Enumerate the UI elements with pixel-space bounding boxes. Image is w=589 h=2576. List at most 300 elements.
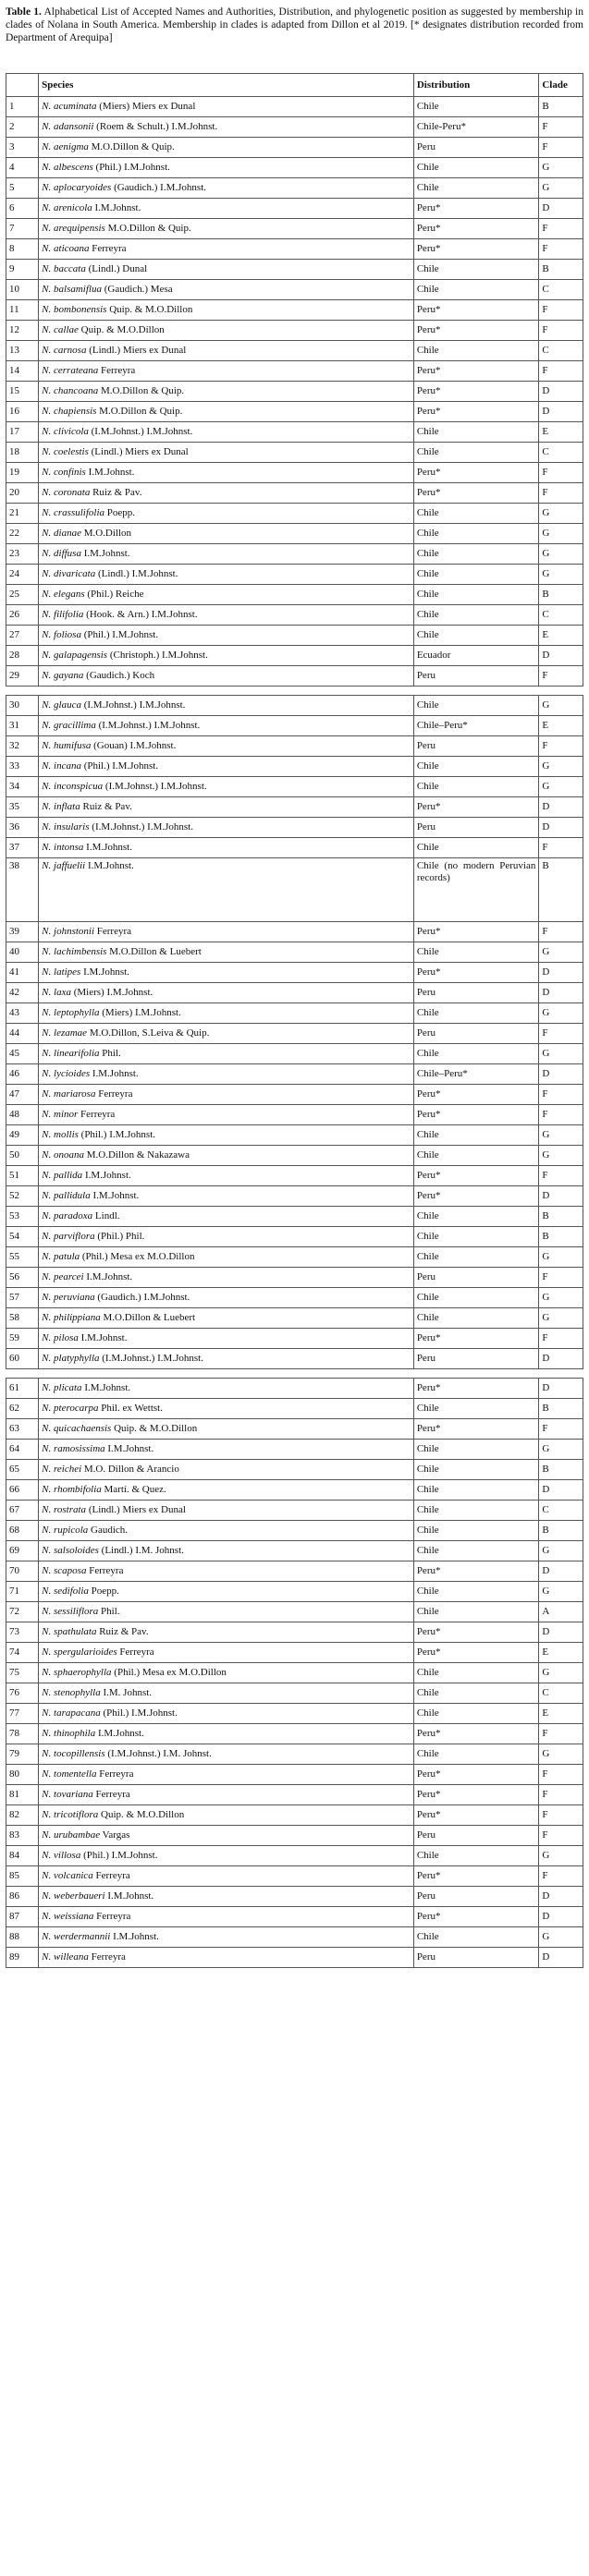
species-name: N. tarapacana [42, 1707, 101, 1719]
table-row [6, 777, 583, 797]
row-number: 35 [6, 797, 39, 818]
species-authority: Ruiz & Pav. [90, 487, 142, 498]
species-cell [39, 422, 414, 443]
clade-cell: F [539, 1805, 583, 1826]
clade-cell: D [539, 1349, 583, 1369]
species-authority: Ferreyra [94, 926, 132, 937]
table-row [6, 818, 583, 838]
species-name: N. onoana [42, 1149, 85, 1160]
clade-cell: F [539, 1024, 583, 1044]
distribution-cell: Chile-Peru* [413, 117, 539, 138]
table-row [6, 942, 583, 963]
distribution-cell: Peru* [413, 1329, 539, 1349]
species-name: N. pallidula [42, 1190, 91, 1201]
table-row [6, 1663, 583, 1683]
table-row [6, 1805, 583, 1826]
table-row [6, 605, 583, 626]
clade-cell: F [539, 300, 583, 321]
species-cell [39, 1541, 414, 1561]
distribution-cell: Peru* [413, 361, 539, 382]
table-row [6, 199, 583, 219]
clade-cell: F [539, 838, 583, 858]
species-authority: (I.M.Johnst.) I.M.Johnst. [99, 1353, 203, 1364]
species-authority: (Miers) I.M.Johnst. [99, 1007, 181, 1018]
clade-cell: D [539, 1622, 583, 1643]
clade-cell: D [539, 402, 583, 422]
row-number: 47 [6, 1085, 39, 1105]
distribution-cell: Peru* [413, 922, 539, 942]
species-authority: (Lindl.) I.M.Johnst. [95, 568, 178, 579]
species-authority: Poepp. [88, 1586, 119, 1597]
clade-cell: D [539, 199, 583, 219]
distribution-cell: Peru [413, 138, 539, 158]
distribution-cell: Chile [413, 260, 539, 280]
species-authority: Ruiz & Pav. [96, 1626, 149, 1637]
row-number: 12 [6, 321, 39, 341]
species-cell [39, 838, 414, 858]
clade-cell: G [539, 1044, 583, 1064]
species-name: N. plicata [42, 1382, 82, 1393]
table-row [6, 858, 583, 922]
species-name: N. tovariana [42, 1789, 93, 1800]
species-cell [39, 1379, 414, 1399]
table-break [0, 1369, 589, 1378]
species-name: N. parviflora [42, 1231, 95, 1242]
species-cell [39, 1207, 414, 1227]
distribution-cell: Chile [413, 1521, 539, 1541]
species-name: N. albescens [42, 162, 93, 173]
species-cell [39, 341, 414, 361]
species-name: N. pallida [42, 1170, 83, 1181]
row-number: 34 [6, 777, 39, 797]
row-number: 24 [6, 565, 39, 585]
distribution-cell: Chile [413, 1541, 539, 1561]
species-cell [39, 1785, 414, 1805]
clade-cell: D [539, 963, 583, 983]
row-number: 75 [6, 1663, 39, 1683]
distribution-cell: Peru* [413, 1805, 539, 1826]
caption-text: Alphabetical List of Accepted Names and Authorities, Distribution, and phylogenetic position as suggested by membership in clades of Nolana in South America. Membership in clades is adapted from Dillon et al 2019. [* designates distribution recorded from Department of Arequipa] [6, 6, 583, 44]
species-cell [39, 1846, 414, 1866]
table-row [6, 646, 583, 666]
species-tables [0, 73, 589, 1968]
species-authority: Ferreyra [95, 1088, 133, 1100]
species-authority: I.M.Johnst. [81, 1382, 131, 1393]
clade-cell: G [539, 1003, 583, 1024]
row-number: 10 [6, 280, 39, 300]
table-row [6, 239, 583, 260]
species-name: N. pterocarpa [42, 1403, 99, 1414]
row-number: 9 [6, 260, 39, 280]
species-cell [39, 626, 414, 646]
species-cell [39, 1024, 414, 1044]
table-row [6, 1308, 583, 1329]
clade-cell: G [539, 757, 583, 777]
row-number: 3 [6, 138, 39, 158]
species-authority: I.M.Johnst. [104, 1443, 154, 1454]
table-row [6, 1349, 583, 1369]
table-row [6, 1440, 583, 1460]
species-name: N. dianae [42, 528, 81, 539]
species-name: N. spergularioides [42, 1646, 117, 1658]
species-authority: M.O.Dillon [80, 528, 132, 539]
clade-cell: F [539, 219, 583, 239]
distribution-cell: Chile [413, 605, 539, 626]
species-name: N. platyphylla [42, 1353, 100, 1364]
row-number: 19 [6, 463, 39, 483]
species-cell [39, 1440, 414, 1460]
table-row [6, 1480, 583, 1501]
row-number: 54 [6, 1227, 39, 1247]
clade-cell: G [539, 178, 583, 199]
row-number: 23 [6, 544, 39, 565]
table-row [6, 1419, 583, 1440]
distribution-cell: Chile [413, 838, 539, 858]
row-number: 32 [6, 736, 39, 757]
clade-cell: B [539, 1399, 583, 1419]
distribution-cell: Chile [413, 341, 539, 361]
clade-cell: D [539, 983, 583, 1003]
species-table [6, 1378, 583, 1968]
species-authority: Ferreyra [96, 1768, 134, 1780]
species-name: N. tricotiflora [42, 1809, 99, 1820]
table-row [6, 1268, 583, 1288]
distribution-cell: Peru* [413, 219, 539, 239]
species-authority: (I.M.Johnst.) I.M.Johnst. [103, 781, 207, 792]
species-name: N. diffusa [42, 548, 81, 559]
distribution-cell: Peru* [413, 1186, 539, 1207]
species-table [6, 73, 583, 687]
clade-cell: F [539, 666, 583, 687]
species-cell [39, 942, 414, 963]
table-break [0, 687, 589, 695]
species-cell [39, 1419, 414, 1440]
table-row [6, 1024, 583, 1044]
species-cell [39, 1003, 414, 1024]
distribution-cell: Peru [413, 1948, 539, 1968]
species-authority: I.M.Johnst. [85, 467, 135, 478]
species-name: N. spathulata [42, 1626, 97, 1637]
row-number: 58 [6, 1308, 39, 1329]
distribution-cell: Peru* [413, 1561, 539, 1582]
row-number: 7 [6, 219, 39, 239]
distribution-cell: Chile [413, 1602, 539, 1622]
table-row [6, 797, 583, 818]
distribution-cell: Peru* [413, 1622, 539, 1643]
distribution-cell: Peru* [413, 1166, 539, 1186]
species-name: N. peruviana [42, 1292, 95, 1303]
distribution-cell: Peru* [413, 1866, 539, 1887]
clade-cell: G [539, 1247, 583, 1268]
table-row [6, 1724, 583, 1744]
species-authority: (Gaudich.) I.M.Johnst. [94, 1292, 190, 1303]
table-row [6, 1785, 583, 1805]
species-cell [39, 757, 414, 777]
clade-cell: B [539, 260, 583, 280]
table-row [6, 1561, 583, 1582]
row-number: 11 [6, 300, 39, 321]
row-number: 73 [6, 1622, 39, 1643]
distribution-cell: Chile [413, 1927, 539, 1948]
species-cell [39, 158, 414, 178]
species-authority: I.M.Johnst. [110, 1931, 159, 1942]
table-row [6, 1166, 583, 1186]
species-authority: (I.M.Johnst.) I.M.Johnst. [88, 426, 193, 437]
species-authority: (Phil.) Mesa ex M.O.Dillon [111, 1667, 227, 1678]
species-name: N. stenophylla [42, 1687, 101, 1698]
row-number: 69 [6, 1541, 39, 1561]
distribution-cell: Chile [413, 97, 539, 117]
table-row [6, 178, 583, 199]
species-name: N. ramosissima [42, 1443, 105, 1454]
distribution-cell: Peru* [413, 963, 539, 983]
species-cell [39, 858, 414, 922]
table-row [6, 524, 583, 544]
species-authority: Ferreyra [93, 1911, 131, 1922]
table-row [6, 626, 583, 646]
table-row [6, 1227, 583, 1247]
species-name: N. gayana [42, 670, 84, 681]
species-authority: (Miers) Miers ex Dunal [96, 101, 196, 112]
species-authority: I.M.Johnst. [85, 860, 134, 871]
distribution-cell: Peru* [413, 1765, 539, 1785]
table-row [6, 280, 583, 300]
species-cell [39, 818, 414, 838]
species-cell [39, 443, 414, 463]
clade-cell: F [539, 483, 583, 504]
species-cell [39, 280, 414, 300]
species-cell [39, 797, 414, 818]
row-number: 67 [6, 1501, 39, 1521]
species-authority: Ferreyra [86, 1565, 124, 1576]
row-number: 63 [6, 1419, 39, 1440]
table-row [6, 443, 583, 463]
species-name: N. weberbaueri [42, 1890, 105, 1902]
caption-label: Table 1. [6, 6, 42, 18]
row-number: 83 [6, 1826, 39, 1846]
table-header-row [6, 74, 583, 97]
row-number: 80 [6, 1765, 39, 1785]
species-authority: I.M.Johnst. [83, 1271, 133, 1282]
species-authority: Quip. & M.O.Dillon [106, 304, 193, 315]
species-name: N. minor [42, 1109, 79, 1120]
distribution-cell: Chile [413, 1207, 539, 1227]
species-cell [39, 736, 414, 757]
table-row [6, 1826, 583, 1846]
species-authority: Quip. & M.O.Dillon [78, 324, 165, 335]
clade-cell: G [539, 1146, 583, 1166]
table-row [6, 117, 583, 138]
species-cell [39, 1146, 414, 1166]
table-row [6, 1765, 583, 1785]
species-name: N. pilosa [42, 1332, 79, 1343]
row-number: 22 [6, 524, 39, 544]
species-name: N. villosa [42, 1850, 81, 1861]
species-authority: (Gaudich.) Mesa [101, 284, 173, 295]
species-name: N. thinophila [42, 1728, 96, 1739]
row-number: 52 [6, 1186, 39, 1207]
species-name: N. pearcei [42, 1271, 84, 1282]
species-authority: (Phil.) I.M.Johnst. [80, 1850, 158, 1861]
row-number: 79 [6, 1744, 39, 1765]
species-name: N. coronata [42, 487, 91, 498]
species-authority: Vargas [100, 1829, 130, 1841]
species-cell [39, 544, 414, 565]
distribution-cell: Peru [413, 1268, 539, 1288]
clade-cell: G [539, 777, 583, 797]
clade-cell: D [539, 1064, 583, 1085]
clade-cell: C [539, 1501, 583, 1521]
species-name: N. humifusa [42, 740, 92, 751]
distribution-cell: Chile–Peru* [413, 716, 539, 736]
row-number: 64 [6, 1440, 39, 1460]
row-number: 17 [6, 422, 39, 443]
table-row [6, 544, 583, 565]
species-name: N. inconspicua [42, 781, 104, 792]
table-row [6, 1927, 583, 1948]
species-authority: I.M.Johnst. [80, 548, 130, 559]
table-row [6, 736, 583, 757]
clade-cell: F [539, 1724, 583, 1744]
distribution-cell: Chile [413, 1683, 539, 1704]
clade-cell: C [539, 605, 583, 626]
table-row [6, 300, 583, 321]
table-row [6, 922, 583, 942]
table-row [6, 1948, 583, 1968]
species-authority: (Christoph.) I.M.Johnst. [107, 650, 208, 661]
species-authority: Ferreyra [89, 243, 127, 254]
distribution-cell: Peru [413, 1887, 539, 1907]
row-number: 4 [6, 158, 39, 178]
clade-cell: F [539, 321, 583, 341]
species-authority: Ferreyra [98, 365, 136, 376]
row-number: 85 [6, 1866, 39, 1887]
species-name: N. callae [42, 324, 79, 335]
clade-cell: D [539, 818, 583, 838]
table-row [6, 1064, 583, 1085]
species-name: N. arenicola [42, 202, 92, 213]
row-number: 51 [6, 1166, 39, 1186]
table-row [6, 565, 583, 585]
species-name: N. divaricata [42, 568, 96, 579]
table-row [6, 696, 583, 716]
species-name: N. lezamae [42, 1027, 88, 1039]
row-number: 76 [6, 1683, 39, 1704]
species-name: N. gracillima [42, 720, 96, 731]
species-cell [39, 178, 414, 199]
distribution-cell: Peru [413, 666, 539, 687]
table-row [6, 1744, 583, 1765]
distribution-cell: Chile [413, 1744, 539, 1765]
table-row [6, 1846, 583, 1866]
clade-cell: G [539, 1744, 583, 1765]
species-authority: (Gaudich.) Koch [83, 670, 155, 681]
row-number: 15 [6, 382, 39, 402]
species-name: N. foliosa [42, 629, 81, 640]
species-cell [39, 1166, 414, 1186]
distribution-cell: Chile [413, 1846, 539, 1866]
species-authority: I.M. Johnst. [100, 1687, 153, 1698]
species-authority: I.M.Johnst. [104, 1890, 154, 1902]
species-cell [39, 219, 414, 239]
distribution-cell: Peru* [413, 300, 539, 321]
table-row [6, 1622, 583, 1643]
distribution-cell: Ecuador [413, 646, 539, 666]
species-cell [39, 1683, 414, 1704]
species-name: N. leptophylla [42, 1007, 100, 1018]
clade-cell: F [539, 361, 583, 382]
table-row [6, 402, 583, 422]
species-authority: (Gaudich.) I.M.Johnst. [111, 182, 206, 193]
species-authority: Gaudich. [88, 1525, 129, 1536]
species-name: N. coelestis [42, 446, 89, 457]
species-authority: (Miers) I.M.Johnst. [70, 987, 153, 998]
distribution-cell: Peru* [413, 321, 539, 341]
distribution-cell: Chile [413, 1704, 539, 1724]
species-authority: Ferreyra [117, 1646, 154, 1658]
species-authority: M.O.Dillon & Luebert [100, 1312, 196, 1323]
row-number: 81 [6, 1785, 39, 1805]
row-number: 20 [6, 483, 39, 504]
clade-cell: F [539, 239, 583, 260]
species-cell [39, 260, 414, 280]
row-number: 72 [6, 1602, 39, 1622]
species-cell [39, 716, 414, 736]
species-name: N. elegans [42, 589, 85, 600]
table-row [6, 1146, 583, 1166]
row-number: 56 [6, 1268, 39, 1288]
species-cell [39, 300, 414, 321]
species-authority: Ferreyra [92, 1789, 130, 1800]
row-number: 13 [6, 341, 39, 361]
table-row [6, 504, 583, 524]
table-row [6, 1866, 583, 1887]
clade-cell: G [539, 158, 583, 178]
species-authority: (Phil.) I.M.Johnst. [80, 760, 159, 772]
distribution-cell: Peru [413, 818, 539, 838]
species-cell [39, 321, 414, 341]
species-cell [39, 922, 414, 942]
species-name: N. mollis [42, 1129, 79, 1140]
species-authority: (Lindl.) Miers ex Dunal [86, 1504, 186, 1515]
table-row [6, 321, 583, 341]
clade-cell: G [539, 1308, 583, 1329]
species-cell [39, 1501, 414, 1521]
clade-cell: G [539, 696, 583, 716]
species-authority: Phil. [99, 1048, 121, 1059]
clade-cell: F [539, 1866, 583, 1887]
species-cell [39, 1521, 414, 1541]
species-authority: M.O.Dillon & Quip. [104, 223, 191, 234]
species-cell [39, 1480, 414, 1501]
distribution-cell: Peru* [413, 1085, 539, 1105]
clade-cell: F [539, 1085, 583, 1105]
table-row [6, 1541, 583, 1561]
species-authority: Ferreyra [92, 1870, 130, 1881]
clade-cell: F [539, 1268, 583, 1288]
species-table [6, 695, 583, 1369]
row-number: 5 [6, 178, 39, 199]
row-number: 68 [6, 1521, 39, 1541]
species-authority: (I.M.Johnst.) I.M.Johnst. [95, 720, 201, 731]
species-cell [39, 1268, 414, 1288]
species-cell [39, 565, 414, 585]
species-cell [39, 1288, 414, 1308]
distribution-cell: Peru* [413, 1379, 539, 1399]
species-name: N. paradoxa [42, 1210, 93, 1221]
species-name: N. mariarosa [42, 1088, 96, 1100]
species-authority: (I.M.Johnst.) I.M.Johnst. [89, 821, 193, 832]
